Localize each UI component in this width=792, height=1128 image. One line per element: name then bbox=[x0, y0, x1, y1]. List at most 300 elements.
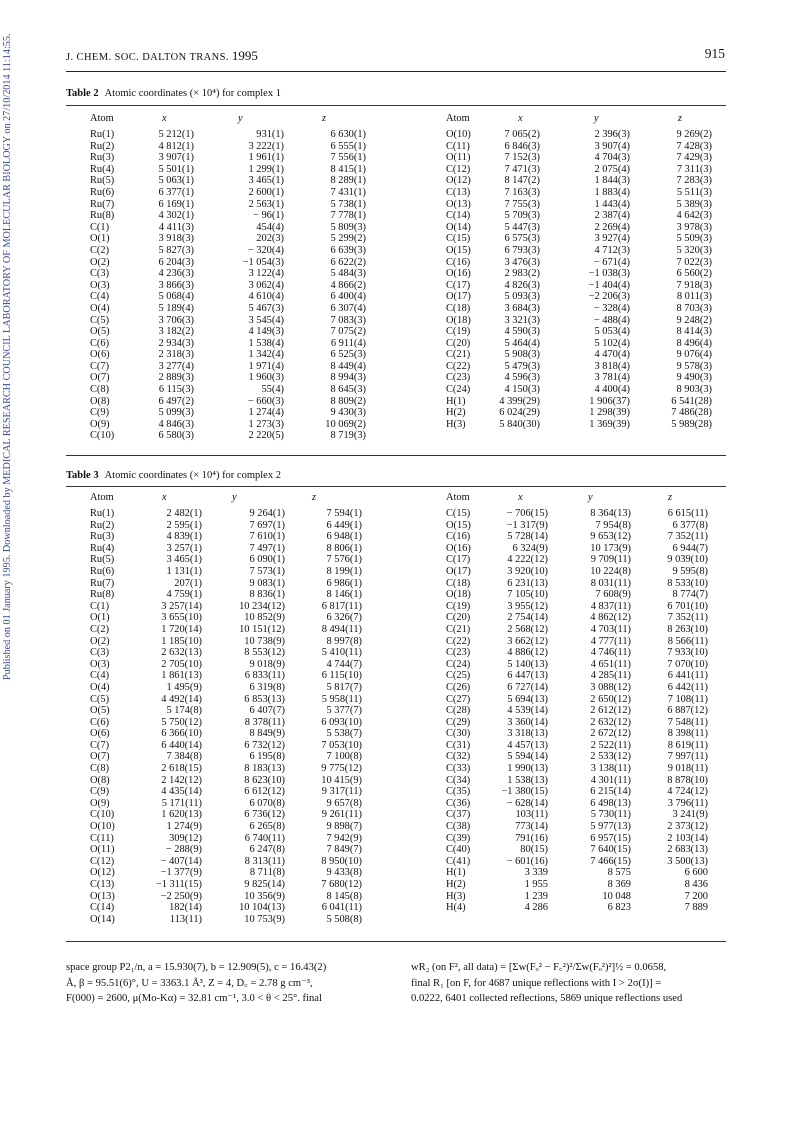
table-row bbox=[446, 349, 768, 361]
x-cell: 5 479(3) bbox=[504, 360, 540, 372]
atom-cell: C(34) bbox=[446, 774, 471, 786]
table-row bbox=[90, 407, 422, 419]
atom-cell: Ru(6) bbox=[90, 186, 115, 198]
y-cell: 5 467(3) bbox=[248, 302, 284, 314]
table-row bbox=[446, 809, 768, 821]
table-row bbox=[90, 601, 422, 613]
table-row bbox=[446, 419, 768, 431]
x-cell: 6 846(3) bbox=[504, 140, 540, 152]
experimental-text-left: space group P2₁/n, a = 15.930(7), b = 12.909(5), c = 16.43(2) Å, β = 95.51(6)°, U = 3363.1 Å³, Z = 4, D꜀ = 2.78 g cm⁻³, F(000) = 2600, μ(Mo-Kα) = 32.81 cm⁻¹, 3.0 < θ < 25°. final bbox=[66, 962, 327, 1004]
z-cell: 6 093(10) bbox=[321, 716, 362, 728]
atom-cell: O(10) bbox=[446, 129, 471, 140]
x-cell: 7 065(2) bbox=[504, 129, 540, 140]
y-cell: 9 264(1) bbox=[249, 508, 285, 519]
atom-cell: C(19) bbox=[446, 326, 471, 338]
atom-cell: C(3) bbox=[90, 268, 110, 280]
z-cell: 6 041(11) bbox=[321, 902, 362, 914]
atom-cell: C(7) bbox=[90, 360, 110, 372]
x-cell: 5 750(12) bbox=[161, 716, 202, 728]
x-cell: 3 277(4) bbox=[158, 360, 194, 372]
x-cell: 1 274(9) bbox=[166, 821, 202, 833]
table-row bbox=[90, 280, 422, 292]
atom-cell: C(5) bbox=[90, 314, 110, 326]
x-cell: 4 839(1) bbox=[166, 531, 202, 543]
z-cell: 8 398(11) bbox=[667, 728, 708, 740]
atom-cell: O(13) bbox=[90, 890, 115, 902]
atom-cell: C(28) bbox=[446, 705, 471, 717]
y-cell: 3 465(1) bbox=[248, 175, 284, 187]
table2-right-columns bbox=[446, 113, 768, 430]
atom-cell: O(4) bbox=[90, 302, 110, 314]
z-cell: 7 548(11) bbox=[667, 716, 708, 728]
table-row bbox=[90, 129, 422, 141]
x-cell: 4 236(3) bbox=[158, 268, 194, 280]
x-cell: 3 955(12) bbox=[507, 600, 548, 612]
z-cell: 9 898(7) bbox=[326, 821, 362, 833]
z-cell: 5 299(2) bbox=[330, 233, 366, 245]
y-cell: 1 369(39) bbox=[589, 418, 630, 430]
x-cell: 6 377(1) bbox=[158, 186, 194, 198]
z-cell: 6 326(7) bbox=[326, 612, 362, 624]
z-cell: 3 796(11) bbox=[667, 797, 708, 809]
y-cell: 3 781(4) bbox=[594, 372, 630, 384]
atom-cell: O(9) bbox=[90, 797, 110, 809]
x-cell: 3 321(3) bbox=[504, 314, 540, 326]
x-cell: 5 501(1) bbox=[158, 163, 194, 175]
y-cell: − 660(3) bbox=[247, 395, 284, 407]
table-row bbox=[446, 396, 768, 408]
table-row bbox=[90, 372, 422, 384]
x-cell: 4 886(12) bbox=[507, 647, 548, 659]
atom-cell: O(17) bbox=[446, 565, 471, 577]
atom-cell: O(2) bbox=[90, 635, 110, 647]
header-y: y bbox=[588, 492, 593, 503]
atom-cell: C(17) bbox=[446, 554, 471, 566]
header-y: y bbox=[232, 492, 237, 503]
atom-cell: C(11) bbox=[446, 140, 470, 152]
y-cell: 3 818(4) bbox=[594, 360, 630, 372]
page-number: 915 bbox=[704, 46, 725, 61]
table-row bbox=[446, 902, 768, 914]
table-row bbox=[90, 349, 422, 361]
table-row bbox=[90, 856, 422, 868]
x-cell: 6 231(13) bbox=[507, 577, 548, 589]
y-cell: 4 862(12) bbox=[590, 612, 631, 624]
z-cell: 6 948(1) bbox=[326, 531, 362, 543]
y-cell: 55(4) bbox=[261, 384, 284, 396]
y-cell: 1 961(1) bbox=[248, 152, 284, 164]
x-cell: 3 662(12) bbox=[507, 635, 548, 647]
x-cell: 6 497(2) bbox=[158, 395, 194, 407]
atom-cell: Ru(5) bbox=[90, 175, 115, 187]
y-cell: 6 319(8) bbox=[249, 681, 285, 693]
table-row bbox=[446, 407, 768, 419]
x-cell: 4 457(13) bbox=[507, 739, 548, 751]
z-cell: 9 261(11) bbox=[321, 809, 362, 821]
x-cell: 6 440(14) bbox=[161, 739, 202, 751]
x-cell: 5 594(14) bbox=[507, 751, 548, 763]
x-cell: 2 568(12) bbox=[507, 623, 548, 635]
atom-cell: Ru(7) bbox=[90, 198, 115, 210]
table-row bbox=[446, 531, 768, 543]
y-cell: 4 703(11) bbox=[590, 623, 631, 635]
x-cell: 5 140(13) bbox=[507, 658, 548, 670]
table-row bbox=[446, 291, 768, 303]
table2-left-columns bbox=[90, 113, 422, 442]
atom-cell: O(5) bbox=[90, 705, 110, 717]
z-cell: 7 849(7) bbox=[326, 844, 362, 856]
table-row bbox=[446, 245, 768, 257]
table-row bbox=[90, 245, 422, 257]
table-header-row bbox=[90, 492, 422, 508]
x-cell: 3 918(3) bbox=[158, 233, 194, 245]
z-cell: 8 289(1) bbox=[330, 175, 366, 187]
z-cell: 8 263(10) bbox=[667, 623, 708, 635]
z-cell: 8 806(1) bbox=[326, 542, 362, 554]
y-cell: 2 533(12) bbox=[590, 751, 631, 763]
table-row bbox=[90, 430, 422, 442]
table-row bbox=[446, 280, 768, 292]
atom-cell: C(2) bbox=[90, 244, 110, 256]
table-row bbox=[446, 164, 768, 176]
table-row bbox=[90, 821, 422, 833]
table-row bbox=[446, 326, 768, 338]
table-row bbox=[446, 222, 768, 234]
z-cell: 7 108(11) bbox=[667, 693, 708, 705]
y-cell: 3 907(4) bbox=[594, 140, 630, 152]
x-cell: 3 907(1) bbox=[158, 152, 194, 164]
atom-cell: O(8) bbox=[90, 395, 110, 407]
z-cell: 6 541(28) bbox=[671, 395, 712, 407]
y-cell: 8 031(11) bbox=[590, 577, 631, 589]
x-cell: 3 360(14) bbox=[507, 716, 548, 728]
atom-cell: C(6) bbox=[90, 716, 110, 728]
atom-cell: C(6) bbox=[90, 337, 110, 349]
y-cell: −1 054(3) bbox=[242, 256, 284, 268]
z-cell: 6 555(1) bbox=[330, 140, 366, 152]
z-cell: 5 817(7) bbox=[326, 681, 362, 693]
atom-cell: C(24) bbox=[446, 658, 471, 670]
table-row bbox=[90, 786, 422, 798]
atom-cell: C(38) bbox=[446, 821, 471, 833]
atom-cell: O(3) bbox=[90, 658, 110, 670]
atom-cell: C(32) bbox=[446, 751, 471, 763]
atom-cell: C(12) bbox=[446, 163, 471, 175]
x-cell: −1 377(9) bbox=[160, 867, 202, 879]
x-cell: 6 447(13) bbox=[507, 670, 548, 682]
running-header bbox=[66, 48, 258, 64]
y-cell: 6 823 bbox=[607, 902, 631, 914]
y-cell: 6 090(1) bbox=[249, 554, 285, 566]
x-cell: 7 152(3) bbox=[504, 152, 540, 164]
z-cell: 10 069(2) bbox=[325, 418, 366, 430]
z-cell: 8 566(11) bbox=[667, 635, 708, 647]
y-cell: 6 736(12) bbox=[244, 809, 285, 821]
table-row bbox=[446, 210, 768, 222]
table-row bbox=[446, 612, 768, 624]
atom-cell: C(20) bbox=[446, 612, 471, 624]
table-row bbox=[446, 821, 768, 833]
x-cell: 6 580(3) bbox=[158, 430, 194, 442]
y-cell: 6 070(8) bbox=[249, 797, 285, 809]
x-cell: 4 150(3) bbox=[504, 384, 540, 396]
z-cell: 6 525(3) bbox=[330, 349, 366, 361]
table-row bbox=[90, 728, 422, 740]
y-cell: 1 273(3) bbox=[248, 418, 284, 430]
x-cell: 3 182(2) bbox=[158, 326, 194, 338]
table-row bbox=[446, 601, 768, 613]
y-cell: 7 697(1) bbox=[249, 519, 285, 531]
table-row bbox=[446, 315, 768, 327]
x-cell: 309(12) bbox=[169, 832, 202, 844]
y-cell: 7 954(8) bbox=[595, 519, 631, 531]
atom-cell: C(1) bbox=[90, 600, 110, 612]
z-cell: 6 986(1) bbox=[326, 577, 362, 589]
x-cell: 7 105(10) bbox=[507, 589, 548, 601]
table-row bbox=[90, 361, 422, 373]
y-cell: 7 640(15) bbox=[590, 844, 631, 856]
atom-cell: C(15) bbox=[446, 233, 471, 245]
atom-cell: C(29) bbox=[446, 716, 471, 728]
table-row bbox=[446, 384, 768, 396]
y-cell: 7 573(1) bbox=[249, 565, 285, 577]
table-row bbox=[90, 508, 422, 520]
z-cell: 5 377(7) bbox=[326, 705, 362, 717]
atom-cell: H(4) bbox=[446, 902, 466, 914]
x-cell: 4 590(3) bbox=[504, 326, 540, 338]
x-cell: 3 866(3) bbox=[158, 279, 194, 291]
table-row bbox=[90, 914, 422, 926]
x-cell: −1 311(15) bbox=[155, 879, 202, 890]
table-row bbox=[446, 786, 768, 798]
z-cell: 6 817(11) bbox=[321, 600, 362, 612]
z-cell: 7 352(11) bbox=[667, 612, 708, 624]
x-cell: 4 286 bbox=[524, 902, 548, 914]
atom-cell: C(18) bbox=[446, 577, 471, 589]
z-cell: 7 942(9) bbox=[326, 832, 362, 844]
z-cell: 8 199(1) bbox=[326, 565, 362, 577]
z-cell: 8 145(8) bbox=[326, 890, 362, 902]
x-cell: 2 934(3) bbox=[158, 337, 194, 349]
atom-cell: O(12) bbox=[446, 175, 471, 187]
z-cell: 7 429(3) bbox=[676, 152, 712, 164]
x-cell: 5 093(3) bbox=[504, 291, 540, 303]
x-cell: 3 684(3) bbox=[504, 302, 540, 314]
z-cell: 6 944(7) bbox=[672, 542, 708, 554]
atom-cell: C(14) bbox=[446, 210, 471, 222]
atom-cell: C(26) bbox=[446, 681, 471, 693]
y-cell: 5 977(13) bbox=[590, 821, 631, 833]
z-cell: 6 307(4) bbox=[330, 302, 366, 314]
atom-cell: O(12) bbox=[90, 867, 115, 879]
atom-cell: H(3) bbox=[446, 890, 466, 902]
table-row bbox=[446, 833, 768, 845]
z-cell: 6 911(4) bbox=[330, 337, 366, 349]
atom-cell: C(30) bbox=[446, 728, 471, 740]
x-cell: 6 115(3) bbox=[158, 384, 194, 396]
table-row bbox=[446, 543, 768, 555]
z-cell: 8 719(3) bbox=[330, 430, 366, 442]
atom-cell: Ru(8) bbox=[90, 210, 115, 222]
table-row bbox=[446, 728, 768, 740]
z-cell: 6 115(10) bbox=[321, 670, 362, 682]
y-cell: 1 298(39) bbox=[589, 407, 630, 419]
atom-cell: Ru(3) bbox=[90, 531, 115, 543]
z-cell: 6 887(12) bbox=[667, 705, 708, 717]
z-cell: 6 701(10) bbox=[667, 600, 708, 612]
x-cell: 5 840(30) bbox=[499, 418, 540, 430]
x-cell: 2 705(10) bbox=[161, 658, 202, 670]
x-cell: 2 618(15) bbox=[161, 763, 202, 775]
z-cell: 8 774(7) bbox=[672, 589, 708, 601]
z-cell: 4 724(12) bbox=[667, 786, 708, 798]
header-z: z bbox=[668, 492, 673, 503]
atom-cell: C(35) bbox=[446, 786, 471, 798]
z-cell: 7 486(28) bbox=[671, 407, 712, 419]
y-cell: 4 704(3) bbox=[594, 152, 630, 164]
z-cell: 4 744(7) bbox=[326, 658, 362, 670]
x-cell: 7 471(3) bbox=[504, 163, 540, 175]
z-cell: 5 958(11) bbox=[321, 693, 362, 705]
table-row bbox=[90, 326, 422, 338]
table-row bbox=[446, 257, 768, 269]
y-cell: 8 711(8) bbox=[249, 867, 285, 879]
z-cell: 6 377(8) bbox=[672, 519, 708, 531]
table-row bbox=[90, 751, 422, 763]
z-cell: 6 441(11) bbox=[667, 670, 708, 682]
atom-cell: C(11) bbox=[90, 832, 114, 844]
z-cell: 8 533(10) bbox=[667, 577, 708, 589]
atom-cell: C(22) bbox=[446, 635, 471, 647]
x-cell: − 601(16) bbox=[506, 855, 548, 867]
y-cell: 8 553(12) bbox=[244, 647, 285, 659]
table-row bbox=[90, 740, 422, 752]
y-cell: 2 075(4) bbox=[594, 163, 630, 175]
atom-cell: C(10) bbox=[90, 809, 115, 821]
table-row bbox=[90, 554, 422, 566]
table-row bbox=[446, 303, 768, 315]
y-cell: 1 844(3) bbox=[594, 175, 630, 187]
z-cell: 5 538(7) bbox=[326, 728, 362, 740]
atom-cell: O(7) bbox=[90, 372, 110, 384]
z-cell: 9 430(3) bbox=[330, 407, 366, 419]
z-cell: 9 775(12) bbox=[321, 763, 362, 775]
y-cell: 7 497(1) bbox=[249, 542, 285, 554]
y-cell: 4 746(11) bbox=[590, 647, 631, 659]
table-row bbox=[446, 268, 768, 280]
x-cell: 4 826(3) bbox=[504, 279, 540, 291]
x-cell: 4 596(3) bbox=[504, 372, 540, 384]
atom-cell: Ru(1) bbox=[90, 508, 115, 519]
atom-cell: O(9) bbox=[90, 418, 110, 430]
y-cell: 6 247(8) bbox=[249, 844, 285, 856]
table-row bbox=[446, 338, 768, 350]
table-row bbox=[90, 419, 422, 431]
y-cell: − 320(4) bbox=[247, 244, 284, 256]
z-cell: 5 410(11) bbox=[321, 647, 362, 659]
table-row bbox=[446, 775, 768, 787]
z-cell: 9 433(8) bbox=[326, 867, 362, 879]
x-cell: 6 575(3) bbox=[504, 233, 540, 245]
table-row bbox=[90, 315, 422, 327]
atom-cell: O(14) bbox=[446, 221, 471, 233]
table-row bbox=[446, 187, 768, 199]
y-cell: 2 396(3) bbox=[594, 129, 630, 140]
x-cell: 5 099(3) bbox=[158, 407, 194, 419]
x-cell: 4 399(29) bbox=[499, 395, 540, 407]
table-row bbox=[446, 199, 768, 211]
y-cell: 8 183(13) bbox=[244, 763, 285, 775]
y-cell: 10 852(9) bbox=[244, 612, 285, 624]
z-cell: 7 918(3) bbox=[676, 279, 712, 291]
x-cell: 2 482(1) bbox=[166, 508, 202, 519]
table-row bbox=[446, 175, 768, 187]
y-cell: 4 149(3) bbox=[248, 326, 284, 338]
table-row bbox=[90, 543, 422, 555]
atom-cell: O(16) bbox=[446, 542, 471, 554]
x-cell: − 628(14) bbox=[506, 797, 548, 809]
z-cell: 2 373(12) bbox=[667, 821, 708, 833]
y-cell: 6 853(13) bbox=[244, 693, 285, 705]
table3-left-columns bbox=[90, 492, 422, 925]
x-cell: 5 709(3) bbox=[504, 210, 540, 222]
table-row bbox=[446, 670, 768, 682]
atom-cell: H(2) bbox=[446, 879, 466, 890]
table-row bbox=[446, 659, 768, 671]
table-header-row bbox=[90, 113, 422, 129]
table-row bbox=[90, 879, 422, 891]
y-cell: 4 777(11) bbox=[590, 635, 631, 647]
x-cell: 1 620(13) bbox=[161, 809, 202, 821]
y-cell: 2 612(12) bbox=[590, 705, 631, 717]
z-cell: 7 083(3) bbox=[330, 314, 366, 326]
atom-cell: C(14) bbox=[90, 902, 115, 914]
z-cell: 6 615(11) bbox=[667, 508, 708, 519]
z-cell: 5 389(3) bbox=[676, 198, 712, 210]
atom-cell: Ru(3) bbox=[90, 152, 115, 164]
table-row bbox=[90, 152, 422, 164]
x-cell: 4 539(14) bbox=[507, 705, 548, 717]
atom-cell: C(24) bbox=[446, 384, 471, 396]
y-cell: 9 825(14) bbox=[244, 879, 285, 890]
atom-cell: C(13) bbox=[446, 186, 471, 198]
experimental-text-right: wR₂ (on F², all data) = [Σw(Fₒ² − F꜀²)²/Σw(Fₒ²)²]½ = 0.0658, final R₁ [on F, for 4687 unique reflections with I > 2σ(I)] = 0.0222, 6401 collected reflections, 5869 unique reflections used bbox=[411, 962, 683, 1004]
x-cell: 5 174(8) bbox=[166, 705, 202, 717]
z-cell: 7 311(3) bbox=[676, 163, 712, 175]
x-cell: 8 147(2) bbox=[504, 175, 540, 187]
table-row bbox=[90, 798, 422, 810]
z-cell: 6 442(11) bbox=[667, 681, 708, 693]
x-cell: 1 538(13) bbox=[507, 774, 548, 786]
atom-cell: C(8) bbox=[90, 763, 110, 775]
y-cell: 8 378(11) bbox=[244, 716, 285, 728]
table-row bbox=[90, 520, 422, 532]
table-row bbox=[90, 624, 422, 636]
atom-cell: C(37) bbox=[446, 809, 471, 821]
atom-cell: O(10) bbox=[90, 821, 115, 833]
table-row bbox=[446, 856, 768, 868]
atom-cell: C(21) bbox=[446, 623, 471, 635]
y-cell: 3 927(4) bbox=[594, 233, 630, 245]
atom-cell: O(15) bbox=[446, 244, 471, 256]
table-row bbox=[446, 578, 768, 590]
table3-right-columns bbox=[446, 492, 768, 914]
z-cell: 8 809(2) bbox=[330, 395, 366, 407]
z-cell: 2 103(14) bbox=[667, 832, 708, 844]
y-cell: 10 151(12) bbox=[239, 623, 285, 635]
atom-cell: C(20) bbox=[446, 337, 471, 349]
z-cell: 9 595(8) bbox=[672, 565, 708, 577]
